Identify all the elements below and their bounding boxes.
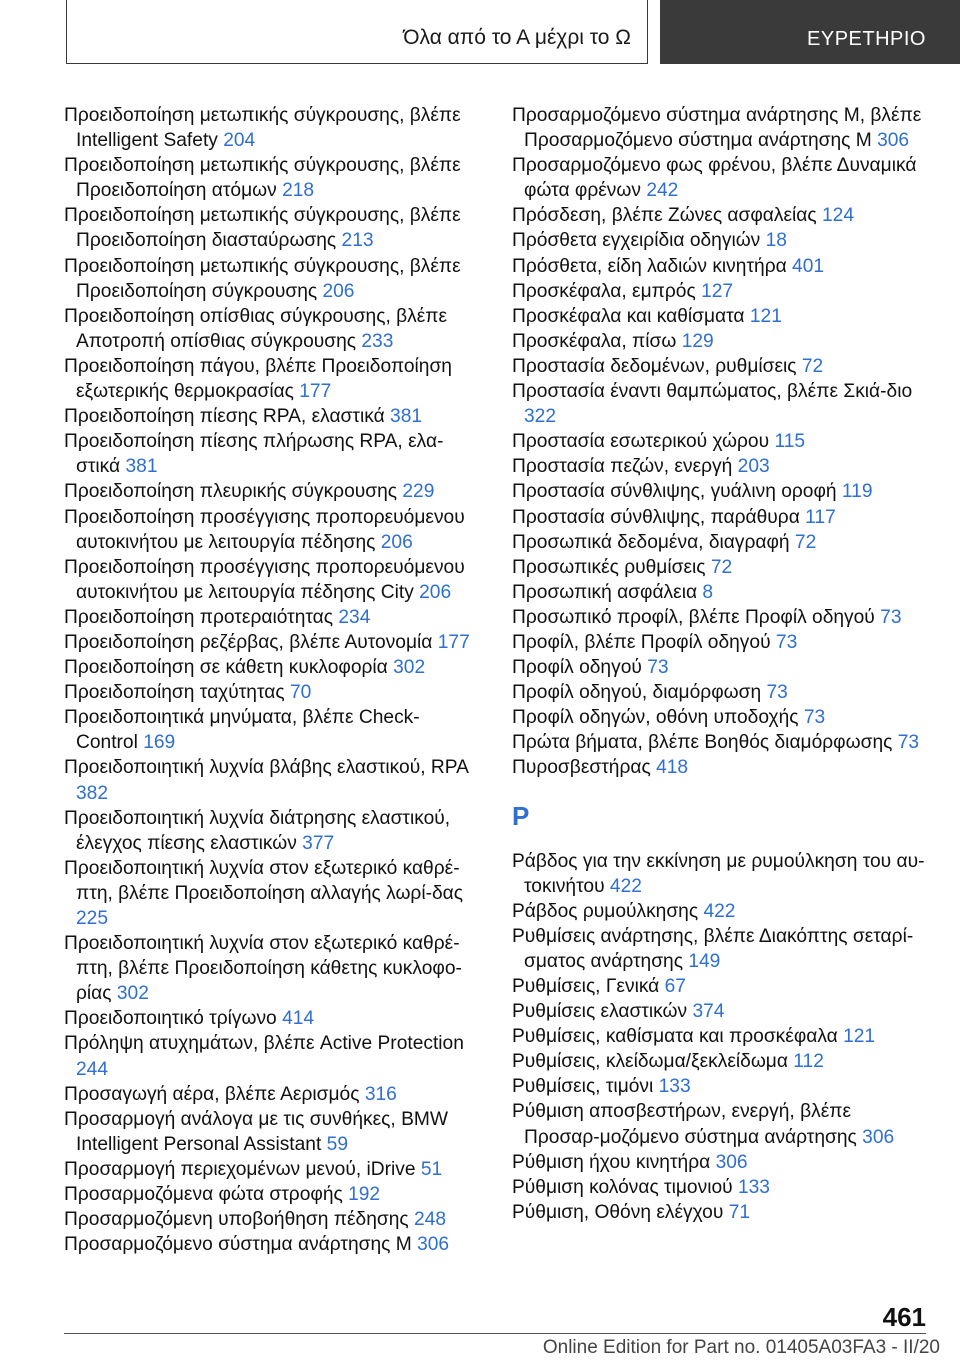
- index-entry-text: Προειδοποιητική λυχνία στον εξωτερικό καθρέ-πτη, βλέπε Προειδοποίηση αλλαγής λωρί-δας: [64, 857, 464, 904]
- index-entry-text: Ράβδος για την εκκίνηση με ρυμούλκηση του αυ-τοκινήτου: [512, 850, 925, 897]
- index-entry-text: Ρυθμίσεις, Γενικά: [512, 976, 660, 997]
- index-entry: [64, 806, 478, 856]
- index-page-link[interactable]: 169: [143, 732, 176, 754]
- index-entry: [512, 899, 926, 924]
- index-page-link[interactable]: 70: [289, 682, 312, 704]
- index-entry: [512, 103, 926, 153]
- index-page-link[interactable]: 127: [701, 280, 734, 302]
- index-entry: [64, 605, 478, 630]
- index-page-link[interactable]: 192: [348, 1184, 381, 1206]
- index-entry-text: Προσκέφαλα, πίσω: [512, 330, 677, 352]
- index-entry-text: Προσαρμογή περιεχομένων μενού, iDrive: [64, 1158, 416, 1180]
- index-entry: [512, 203, 926, 228]
- index-page-link[interactable]: 119: [841, 481, 873, 503]
- index-entry-text: Προσαρμογή ανάλογα με τις συνθήκες, BMW Intelligent Personal Assistant: [64, 1108, 448, 1155]
- index-entry: [64, 203, 478, 253]
- index-entry-text: Προειδοποίηση μετωπικής σύγκρουσης, βλέπε Προειδοποίηση διασταύρωσης: [64, 205, 461, 252]
- index-entry-text: Προσαρμοζόμενα φώτα στροφής: [64, 1184, 343, 1206]
- index-page-link[interactable]: 316: [364, 1083, 397, 1105]
- index-entry: [512, 354, 926, 379]
- index-column-left: [64, 103, 478, 1257]
- index-page-link[interactable]: 73: [803, 707, 826, 729]
- page-number: 461: [882, 1302, 926, 1332]
- index-page-link[interactable]: 72: [794, 531, 817, 553]
- index-page-link[interactable]: 177: [437, 631, 470, 653]
- index-entry-text: Ράβδος ρυμούλκησης: [512, 900, 699, 922]
- index-page-link[interactable]: 206: [322, 280, 355, 302]
- index-entry-text: Προειδοποίηση μετωπικής σύγκρουσης, βλέπε Intelligent Safety: [64, 105, 461, 152]
- index-entry: [64, 931, 478, 1006]
- index-page-link[interactable]: 206: [419, 581, 452, 603]
- index-page-link[interactable]: 306: [417, 1234, 450, 1256]
- index-page-link[interactable]: 218: [282, 180, 315, 202]
- index-entry: [64, 304, 478, 354]
- index-entry-text: Προσαρμοζόμενο σύστημα ανάρτησης M: [64, 1234, 412, 1256]
- index-entry-text: Ρυθμίσεις, καθίσματα και προσκέφαλα: [512, 1026, 838, 1048]
- index-entry: [512, 304, 926, 329]
- index-entry: [512, 1200, 926, 1225]
- index-page-link[interactable]: 381: [125, 456, 158, 478]
- index-entry: [64, 1031, 478, 1081]
- index-entry: [64, 680, 478, 705]
- index-entry: [512, 279, 926, 304]
- index-entry: [512, 429, 926, 454]
- index-page-link[interactable]: 381: [390, 406, 423, 428]
- index-page-link[interactable]: 306: [715, 1151, 748, 1173]
- index-group-rho: [512, 849, 926, 1225]
- index-entry: [512, 580, 926, 605]
- index-page-link[interactable]: 73: [775, 631, 798, 653]
- index-entry-text: Ρυθμίσεις ελαστικών: [512, 1001, 688, 1023]
- index-entry: [64, 1082, 478, 1107]
- index-page-link[interactable]: 51: [420, 1158, 443, 1180]
- index-entry: [512, 153, 926, 203]
- index-entry-text: Προστασία σύνθλιψης, γυάλινη οροφή: [512, 481, 837, 503]
- index-entry-text: Πρόσδεση, βλέπε Ζώνες ασφαλείας: [512, 205, 817, 227]
- index-page-link[interactable]: 242: [646, 180, 679, 202]
- index-entry-text: Προειδοποίηση πλευρικής σύγκρουσης: [64, 481, 398, 503]
- index-entry-text: Προειδοποιητική λυχνία διάτρησης ελαστικού, έλεγχος πίεσης ελαστικών: [64, 807, 451, 854]
- index-entry: [64, 1182, 478, 1207]
- section-title: Όλα από το Α μέχρι το Ω: [403, 26, 631, 49]
- index-entry-text: Πρόσθετα, είδη λαδιών κινητήρα: [512, 255, 787, 277]
- index-entry-text: Προειδοποιητική λυχνία στον εξωτερικό καθρέ-πτη, βλέπε Προειδοποίηση κάθετης κυκλοφο-ρίας: [64, 933, 462, 1005]
- index-entry-text: Προειδοποίηση προτεραιότητας: [64, 606, 334, 628]
- index-entry-text: Προειδοποίηση προσέγγισης προπορευόμενου αυτοκινήτου με λειτουργία πέδησης: [64, 506, 465, 553]
- index-page-link[interactable]: 67: [664, 976, 686, 997]
- index-entry: [512, 329, 926, 354]
- index-entry-text: Προειδοποίηση οπίσθιας σύγκρουσης, βλέπε Αποτροπή οπίσθιας σύγκρουσης: [64, 305, 448, 352]
- index-page-link[interactable]: 206: [380, 531, 413, 553]
- index-entry-text: Προσαρμοζόμενο φως φρένου, βλέπε Δυναμικά φώτα φρένων: [512, 155, 917, 202]
- index-entry-text: Προστασία έναντι θαμπώματος, βλέπε Σκιά-διο: [512, 381, 913, 403]
- index-entry: [64, 755, 478, 805]
- index-page-link[interactable]: 229: [402, 481, 435, 503]
- index-page-link[interactable]: 414: [282, 1008, 315, 1030]
- index-page-link[interactable]: 59: [326, 1133, 349, 1155]
- index-page-link[interactable]: 121: [749, 305, 782, 327]
- index-entry: [512, 1175, 926, 1200]
- index-page-link[interactable]: 73: [897, 732, 920, 754]
- index-entry-text: Ρύθμιση αποσβεστήρων, ενεργή, βλέπε Προσαρ-μοζόμενο σύστημα ανάρτησης: [512, 1101, 857, 1148]
- index-entry: [64, 254, 478, 304]
- index-entry-text: Προσαγωγή αέρα, βλέπε Αερισμός: [64, 1083, 360, 1105]
- index-entry: [64, 505, 478, 555]
- index-page-link[interactable]: 18: [765, 230, 787, 252]
- index-entry: [512, 680, 926, 705]
- index-page-link[interactable]: 306: [877, 130, 910, 152]
- index-entry: [64, 479, 478, 504]
- index-entry: [512, 1150, 926, 1175]
- index-column-right: [512, 103, 926, 1225]
- index-entry-text: Ρυθμίσεις, τιμόνι: [512, 1076, 654, 1098]
- index-entry: [64, 705, 478, 755]
- index-entry-text: Προστασία σύνθλιψης, παράθυρα: [512, 506, 800, 528]
- index-entry-text: Προσωπικό προφίλ, βλέπε Προφίλ οδηγού: [512, 606, 875, 628]
- index-entry: [512, 849, 926, 899]
- index-entry-text: Πρόσθετα εγχειρίδια οδηγιών: [512, 230, 761, 252]
- index-entry-text: Πυροσβεστήρας: [512, 757, 651, 779]
- index-entry: [512, 228, 926, 253]
- chapter-title: ΕΥΡΕΤΗΡΙΟ: [807, 28, 926, 50]
- index-entry-text: Προστασία πεζών, ενεργή: [512, 456, 733, 478]
- index-entry: [512, 705, 926, 730]
- index-page-link[interactable]: 72: [710, 556, 733, 578]
- index-entry-text: Προφίλ οδηγού: [512, 657, 642, 679]
- index-entry-text: Προσκέφαλα και καθίσματα: [512, 305, 745, 327]
- index-entry: [512, 254, 926, 279]
- index-page-link[interactable]: 322: [524, 406, 557, 428]
- index-entry-text: Προειδοποίηση ταχύτητας: [64, 682, 285, 704]
- index-entry-text: Ρύθμιση κολόνας τιμονιού: [512, 1176, 733, 1198]
- index-entry: [64, 555, 478, 605]
- index-entry: [64, 354, 478, 404]
- index-entry-text: Προσαρμοζόμενη υποβοήθηση πέδησης: [64, 1209, 409, 1231]
- section-letter: Ρ: [512, 800, 530, 831]
- index-entry: [64, 429, 478, 479]
- index-entry-text: Προειδοποίηση προσέγγισης προπορευόμενου αυτοκινήτου με λειτουργία πέδησης City: [64, 556, 465, 603]
- index-entry: [64, 655, 478, 680]
- index-entry: [512, 1049, 926, 1074]
- index-entry: [512, 974, 926, 999]
- index-page-link[interactable]: 71: [728, 1201, 751, 1223]
- index-entry: [512, 1099, 926, 1149]
- index-page-link[interactable]: 203: [737, 456, 770, 478]
- index-entry: [512, 605, 926, 630]
- index-page-link[interactable]: 112: [793, 1051, 824, 1073]
- index-entry-text: Πρόληψη ατυχημάτων, βλέπε Active Protection: [64, 1033, 464, 1055]
- index-entry: [512, 924, 926, 974]
- index-page-link[interactable]: 234: [338, 606, 371, 628]
- index-entry-text: Προειδοποιητικά μηνύματα, βλέπε Check-Control: [64, 707, 420, 754]
- index-page-link[interactable]: 233: [361, 330, 394, 352]
- index-page-link[interactable]: 121: [843, 1026, 876, 1048]
- index-page-link[interactable]: 302: [116, 983, 149, 1005]
- index-entry: [64, 856, 478, 931]
- index-page-link[interactable]: 401: [792, 255, 825, 277]
- index-entry: [512, 530, 926, 555]
- index-page-link[interactable]: 73: [647, 657, 669, 679]
- index-entry: [512, 555, 926, 580]
- footer-divider: [64, 1333, 926, 1334]
- index-entry: [512, 999, 926, 1024]
- index-page-link[interactable]: 133: [737, 1176, 770, 1198]
- index-page-link[interactable]: 115: [774, 431, 806, 453]
- index-entry-text: Ρύθμιση ήχου κινητήρα: [512, 1151, 711, 1173]
- index-page-link[interactable]: 377: [302, 832, 335, 854]
- page-header: [0, 0, 960, 70]
- index-entry: [64, 404, 478, 429]
- index-entry-text: Προειδοποίηση ρεζέρβας, βλέπε Αυτονομία: [64, 631, 433, 653]
- index-entry: [64, 1006, 478, 1031]
- index-page-link[interactable]: 73: [880, 606, 902, 628]
- index-entry-text: Ρυθμίσεις ανάρτησης, βλέπε Διακόπτης σεταρί-σματος ανάρτησης: [512, 925, 914, 972]
- index-page-link[interactable]: 306: [862, 1126, 895, 1148]
- index-entry-text: Πρώτα βήματα, βλέπε Βοηθός διαμόρφωσης: [512, 732, 893, 754]
- index-entry-text: Προσκέφαλα, εμπρός: [512, 280, 696, 302]
- index-entry: [64, 1157, 478, 1182]
- index-entry: [512, 505, 926, 530]
- index-entry-text: Ρυθμίσεις, κλείδωμα/ξεκλείδωμα: [512, 1051, 788, 1073]
- index-entry-text: Προειδοποίηση μετωπικής σύγκρουσης, βλέπε Προειδοποίηση σύγκρουσης: [64, 255, 461, 302]
- index-entry-text: Προειδοποίηση πίεσης RPA, ελαστικά: [64, 406, 385, 428]
- index-entry-text: Προειδοποίηση πάγου, βλέπε Προειδοποίηση εξωτερικής θερμοκρασίας: [64, 355, 452, 403]
- index-page-link[interactable]: 422: [703, 900, 736, 922]
- index-entry: [64, 1107, 478, 1157]
- index-page-link[interactable]: 149: [688, 950, 721, 972]
- index-entry: [64, 1232, 478, 1257]
- index-entry: [512, 655, 926, 680]
- index-entry: [512, 479, 926, 504]
- index-entry-text: Ρύθμιση, Οθόνη ελέγχου: [512, 1201, 724, 1223]
- index-group-pi: [512, 103, 926, 781]
- index-entry: [512, 379, 926, 429]
- index-entry-text: Προστασία εσωτερικού χώρου: [512, 431, 770, 453]
- index-entry-text: Προφίλ οδηγών, οθόνη υποδοχής: [512, 707, 799, 729]
- index-page-link[interactable]: 422: [609, 875, 642, 897]
- chapter-tab: [660, 0, 960, 64]
- index-entry: [64, 1207, 478, 1232]
- index-page-link[interactable]: 129: [681, 330, 714, 352]
- index-page-link[interactable]: 382: [76, 782, 109, 804]
- index-page-link[interactable]: 302: [393, 657, 426, 679]
- index-entry: [64, 153, 478, 203]
- index-page-link[interactable]: 248: [414, 1209, 447, 1231]
- index-entry: [64, 630, 478, 655]
- index-entry-text: Προσωπική ασφάλεια: [512, 581, 698, 603]
- index-page-link[interactable]: 225: [76, 908, 109, 929]
- index-entry-text: Προειδοποιητικό τρίγωνο: [64, 1008, 277, 1030]
- index-entry-text: Προειδοποίηση σε κάθετη κυκλοφορία: [64, 657, 388, 679]
- index-page-link[interactable]: 418: [656, 757, 689, 779]
- index-entry-text: Προφίλ οδηγού, διαμόρφωση: [512, 682, 762, 704]
- section-tab: [66, 0, 648, 64]
- index-entry: [512, 630, 926, 655]
- index-entry-text: Προσωπικές ρυθμίσεις: [512, 556, 706, 578]
- index-page-link[interactable]: 213: [341, 230, 374, 252]
- index-entry-text: Προφίλ, βλέπε Προφίλ οδηγού: [512, 631, 771, 653]
- index-entry-text: Προστασία δεδομένων, ρυθμίσεις: [512, 355, 797, 377]
- index-page-link[interactable]: 177: [299, 381, 332, 403]
- index-entry: [512, 1074, 926, 1099]
- index-page-link[interactable]: 133: [658, 1076, 691, 1098]
- index-entry-text: Προειδοποίηση μετωπικής σύγκρουσης, βλέπε Προειδοποίηση ατόμων: [64, 155, 461, 202]
- index-entry-text: Προσαρμοζόμενο σύστημα ανάρτησης M, βλέπε Προσαρμοζόμενο σύστημα ανάρτησης M: [512, 105, 922, 152]
- index-entry-text: Προειδοποίηση πίεσης πλήρωσης RPA, ελα-στικά: [64, 431, 444, 478]
- index-page-link[interactable]: 8: [702, 581, 714, 603]
- index-page-link[interactable]: 204: [223, 130, 256, 152]
- index-page-link[interactable]: 124: [822, 205, 855, 227]
- index-page-link[interactable]: 72: [801, 355, 824, 377]
- index-page-link[interactable]: 73: [766, 682, 788, 704]
- index-entry: [512, 730, 926, 755]
- index-entry: [512, 454, 926, 479]
- index-entry-text: Προσωπικά δεδομένα, διαγραφή: [512, 531, 790, 553]
- index-page-link[interactable]: 374: [692, 1001, 725, 1023]
- index-page-link[interactable]: 117: [805, 506, 836, 528]
- index-entry: [512, 1024, 926, 1049]
- index-entry-text: Προειδοποιητική λυχνία βλάβης ελαστικού, RPA: [64, 757, 468, 779]
- index-entry: [64, 103, 478, 153]
- index-entry: [512, 755, 926, 780]
- edition-note: Online Edition for Part no. 01405A03FA3 - II/20: [542, 1337, 940, 1358]
- index-page-link[interactable]: 244: [76, 1058, 109, 1080]
